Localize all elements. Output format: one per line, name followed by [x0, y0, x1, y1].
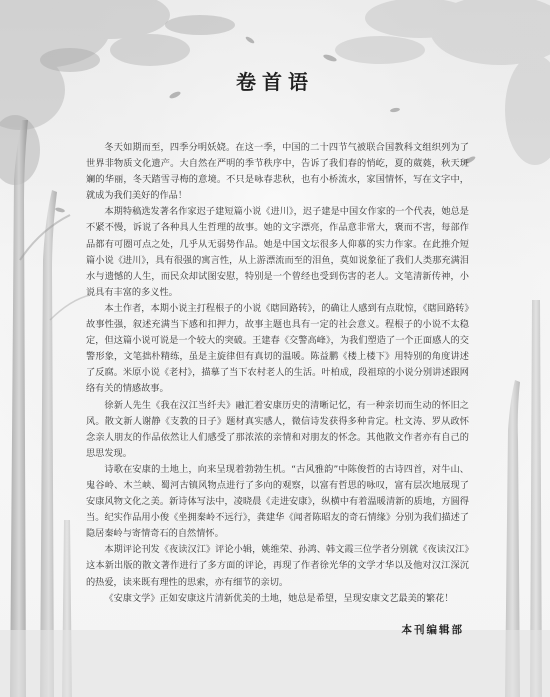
signature: 本刊编辑部 — [401, 624, 464, 636]
paragraph: 本期特稿选发著名作家迟子建短篇小说《进川》，迟子建是中国女作家的一个代表，她总是不紧不慢，诉说了各种具人生哲理的故事。她的文字漂亮，作品意非常大，褒而不害，每部作品都有可圈可点之处，几乎从无弱势作品。她是中国文坛很多人仰慕的实力作家。在此推介短篇小说《进川》，具有很强的寓言性，从上游漂流而至的泪鱼，莫如说象征了我们人类那充满泪水与遗憾的人生，而民众却试图安慰，特别是一个曾经也受到伤害的老人。文笔清新传神，小说具有丰富的多义性。 — [86, 206, 469, 298]
paragraph: 本土作者，本期小说主打程根子的小说《瞎回路转》，的确让人感到有点耽惊，《瞎回路转》故事性强，叙述充满当下感和扣押力，故事主题也具有一定的社会意义。程根子的小说不太稳定，但这篇小说可说是一个较大的突破。王建春《交警高峰》，为我们塑造了一个正面感人的交警形象，文笔拙朴精练，虽是主旋律但有真切的温暖。陈益鹏《楼上楼下》用特别的角度讲述了反腐。米原小说《老村》，描摹了当下农村老人的生活。叶柏成，段祖琼的小说分别讲述跟网络有关的情感故事。 — [86, 302, 469, 395]
paragraph: 《安康文学》正如安康这片清新优美的土地，她总是希望，呈现安康文艺最美的繁花！ — [104, 592, 454, 604]
paragraph: 徐新人先生《我在汉江当纤夫》融汇着安康历史的清晰记忆，有一种亲切而生动的怀旧之风。散文新人谢静《支教的日子》题材真实感人，微信诗发获得多种肯定。杜文涛、罗从政怀念亲人朋友的作品依然让人们感受了那浓浓的亲情和对朋友的怀念。其他散文作者亦有自己的思思发现。 — [86, 399, 469, 459]
paragraph: 本期评论刊发《夜读汉江》评论小辑，姚维荣、孙鸿、韩文霞三位学者分别就《夜读汉江》这本新出版的散文著作进行了多方面的评论，再现了作者徐光华的文学才华以及他对汉江深沉的热爱，读来既有理性的思索，亦有细节的亲切。 — [86, 544, 469, 588]
paragraph: 冬天如期而至，四季分明妖娆。在这一季，中国的二十四节气被联合国教科文组织列为了世界非物质文化遗产。大自然在严明的季节秩序中，告诉了我们春的悄屹，夏的葳蕤，秋天斑斓的华丽，冬天踏雪寻梅的意境。不只是咏春悲秋，也有小桥流水，家国情怀，写在文字中，就成为我们美好的作品！ — [86, 142, 469, 202]
preface-body — [86, 140, 469, 607]
page-title: 卷首语 — [236, 70, 314, 94]
paragraph: 诗歌在安康的土地上，向来呈现着勃勃生机。“古风雅韵”中陈俊哲的古诗四首，对牛山、鬼谷岭、木兰峡、蜀河古镇风物点进行了多向的观察，以富有哲思的咏叹，富有层次地展现了安康风物文化之美。新诗体写法中，凌晓晨《走进安康》，纵横中有着温暖清新的质地，方圆得当。纪实作品用小俊《坐拥秦岭不远行》，龚建华《闻者陈昭友的奇石情缘》分别为我们描述了隐居秦岭与寄情奇石的自然情怀。 — [86, 463, 469, 540]
